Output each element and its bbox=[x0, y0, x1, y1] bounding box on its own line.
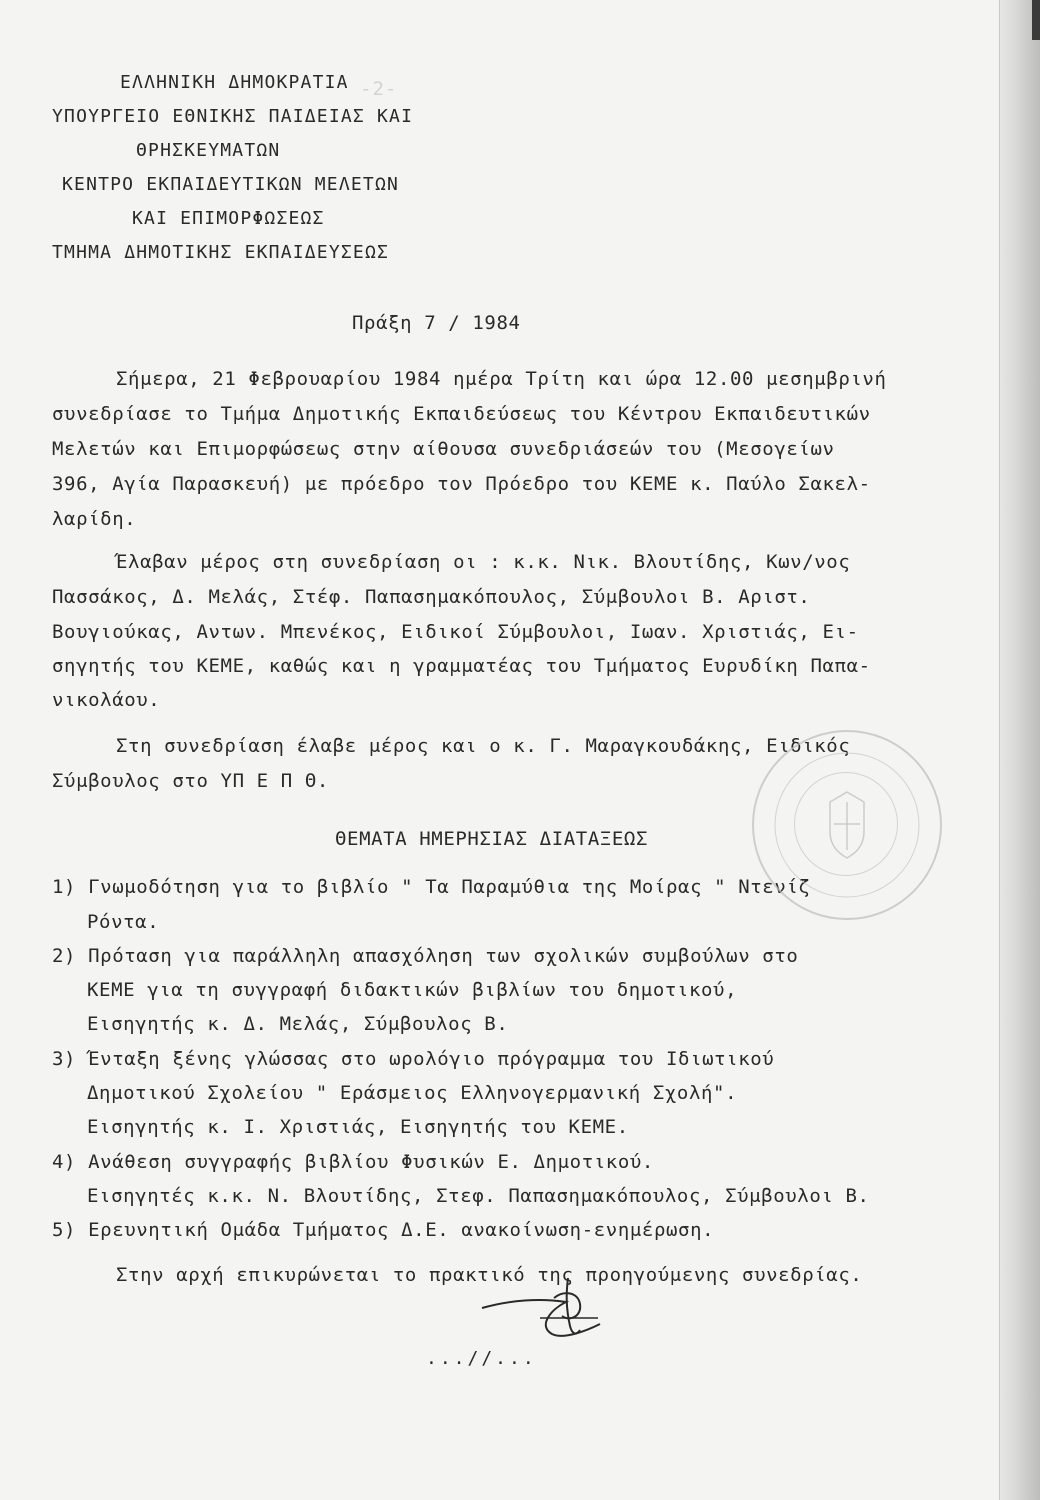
header-ministry: ΥΠΟΥΡΓΕΙΟ ΕΘΝΙΚΗΣ ΠΑΙΔΕΙΑΣ ΚΑΙ bbox=[52, 106, 414, 127]
intro-line-5: λαρίδη. bbox=[52, 508, 137, 530]
guest-line-2: Σύμβουλος στο ΥΠ Ε Π Θ. bbox=[52, 770, 329, 792]
header-center: ΚΕΝΤΡΟ ΕΚΠΑΙΔΕΥΤΙΚΩΝ ΜΕΛΕΤΩΝ bbox=[62, 174, 400, 195]
participants-line-4: σηγητής του ΚΕΜΕ, καθώς και η γραμματέας του Τμήματος Ευρυδίκη Παπα- bbox=[52, 655, 871, 677]
agenda-item-2-rapporteur: Εισηγητής κ. Δ. Μελάς, Σύμβουλος Β. bbox=[87, 1013, 509, 1035]
act-title: Πράξη 7 / 1984 bbox=[352, 312, 521, 334]
agenda-item-1-cont: Ρόντα. bbox=[87, 911, 160, 933]
agenda-item-2: 2) Πρόταση για παράλληλη απασχόληση των σχολικών συμβούλων στο bbox=[52, 945, 799, 967]
closing-line: Στην αρχή επικυρώνεται το πρακτικό της προηγούμενης συνεδρίας. bbox=[116, 1264, 863, 1286]
page-continuation-marker: ...//... bbox=[426, 1348, 537, 1369]
signature-image bbox=[480, 1268, 620, 1358]
participants-line-5: νικολάου. bbox=[52, 689, 161, 711]
header-ministry-cont: ΘΡΗΣΚΕΥΜΑΤΩΝ bbox=[136, 140, 281, 161]
official-stamp bbox=[752, 730, 942, 920]
intro-line-2: συνεδρίασε το Τμήμα Δημοτικής Εκπαιδεύσεως του Κέντρου Εκπαιδευτικών bbox=[52, 403, 871, 425]
agenda-item-2-cont: ΚΕΜΕ για τη συγγραφή διδακτικών βιβλίων του δημοτικού, bbox=[87, 979, 738, 1001]
bleed-through-mark: -2- bbox=[360, 78, 398, 100]
agenda-item-3: 3) Ένταξη ξένης γλώσσας στο ωρολόγιο πρόγραμμα του Ιδιωτικού bbox=[52, 1048, 775, 1070]
agenda-item-4-rapporteurs: Εισηγητές κ.κ. Ν. Βλουτίδης, Στεφ. Παπασημακόπουλος, Σύμβουλοι Β. bbox=[87, 1185, 870, 1207]
agenda-item-3-cont: Δημοτικού Σχολείου " Εράσμειος Ελληνογερμανική Σχολή". bbox=[87, 1082, 738, 1104]
guest-line-1: Στη συνεδρίαση έλαβε μέρος και ο κ. Γ. Μαραγκουδάκης, Ειδικός bbox=[116, 735, 851, 757]
agenda-item-5: 5) Ερευνητική Ομάδα Τμήματος Δ.Ε. ανακοίνωση-ενημέρωση. bbox=[52, 1219, 715, 1241]
participants-line-3: Βουγιούκας, Αντων. Μπενέκος, Ειδικοί Σύμβουλοι, Ιωαν. Χριστιάς, Ει- bbox=[52, 621, 859, 643]
agenda-item-3-rapporteur: Εισηγητής κ. Ι. Χριστιάς, Εισηγητής του ΚΕΜΕ. bbox=[87, 1116, 629, 1138]
participants-line-2: Πασσάκος, Δ. Μελάς, Στέφ. Παπασημακόπουλος, Σύμβουλοι Β. Αριστ. bbox=[52, 586, 811, 608]
header-department: ΤΜΗΜΑ ΔΗΜΟΤΙΚΗΣ ΕΚΠΑΙΔΕΥΣΕΩΣ bbox=[52, 242, 390, 263]
agenda-item-1: 1) Γνωμοδότηση για το βιβλίο " Τα Παραμύθια της Μοίρας " Ντενίζ bbox=[52, 876, 811, 898]
agenda-item-4: 4) Ανάθεση συγγραφής βιβλίου Φυσικών Ε. Δημοτικού. bbox=[52, 1151, 654, 1173]
header-republic: ΕΛΛΗΝΙΚΗ ΔΗΜΟΚΡΑΤΙΑ bbox=[120, 72, 349, 93]
intro-line-1: Σήμερα, 21 Φεβρουαρίου 1984 ημέρα Τρίτη και ώρα 12.00 μεσημβρινή bbox=[116, 368, 887, 390]
agenda-title: ΘΕΜΑΤΑ ΗΜΕΡΗΣΙΑΣ ΔΙΑΤΑΞΕΩΣ bbox=[335, 828, 649, 850]
header-center-cont: ΚΑΙ ΕΠΙΜΟΡΦΩΣΕΩΣ bbox=[132, 208, 325, 229]
intro-line-4: 396, Αγία Παρασκευή) με πρόεδρο τον Πρόεδρο του ΚΕΜΕ κ. Παύλο Σακελ- bbox=[52, 473, 871, 495]
page-edge bbox=[999, 0, 1040, 1500]
participants-line-1: Έλαβαν μέρος στη συνεδρίαση οι : κ.κ. Νικ. Βλουτίδης, Κων/νος bbox=[116, 551, 851, 573]
intro-line-3: Μελετών και Επιμορφώσεως στην αίθουσα συνεδριάσεών του (Μεσογείων bbox=[52, 438, 835, 460]
